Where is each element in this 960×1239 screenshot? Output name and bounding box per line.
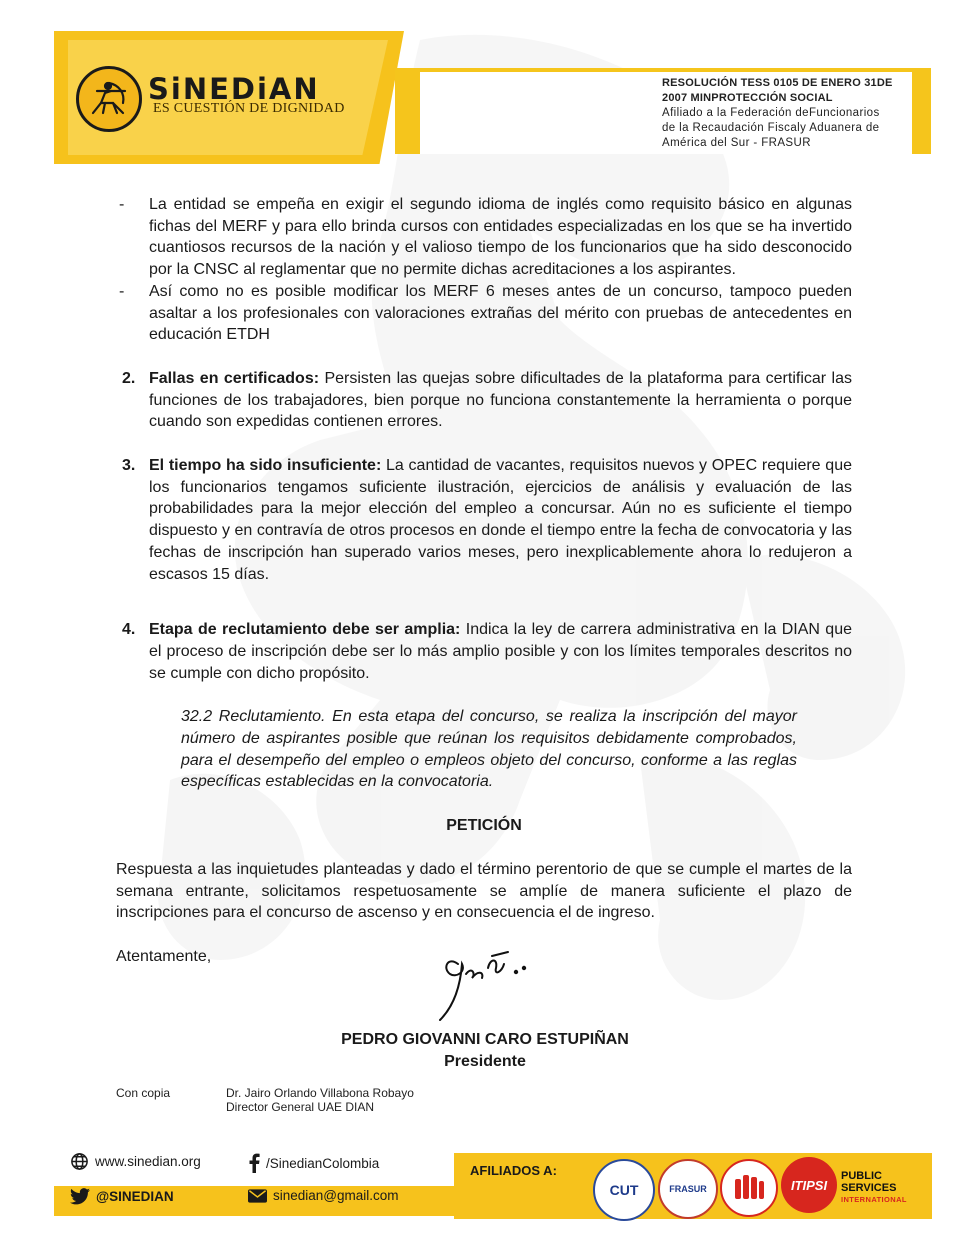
petition-title: PETICIÓN [446,817,522,835]
item-title: El tiempo ha sido insuficiente: [149,457,382,475]
raised-fists-icon [732,1173,766,1203]
copy-recipient [226,1086,414,1114]
affiliation-line-2: de la Recaudación Fiscaly Aduanera de [662,122,880,134]
website-text: www.sinedian.org [95,1154,201,1169]
item-text: La cantidad de vacantes, requisitos nuevos y OPEC requiere que los funcionarios tengamos suficiente ilustración, ejercicios de análisis y evaluación de las probabilidades para la mejor elección del empleo a concursar. Aún no es suficiente el tiempo dispuesto y en contravía de otros procesos en donde el tiempo entre la fecha de convocatoria y las fechas de inscripción han superado varios meses, pero inexplicablemente ahora lo redujeron a escasos 15 días. [149,457,853,583]
email-text: sinedian@gmail.com [273,1188,399,1203]
brand-slogan: ES CUESTIÓN DE DIGNIDAD [153,101,345,116]
item-text: Indica la ley de carrera administrativa en la DIAN que el proceso de inscripción debe ser lo más amplio posible y con los límites temporales descritos no se cumple con dicho propósito. [149,621,852,682]
numbered-item-4 [116,619,852,684]
footer-facebook[interactable] [248,1153,379,1173]
footer-email[interactable] [248,1188,399,1203]
item-text: Persisten las quejas sobre dificultades de la plataforma para certificar las funciones de los trabajadores, bien porque no funciona constantemente la herramienta o porque cuando son expedidas contienen errores. [149,369,852,431]
item-number: 3. [122,457,136,475]
psi-logo [781,1157,837,1213]
globe-icon [70,1152,89,1171]
frasur-logo-text: FRASUR [669,1184,707,1194]
sinedian-logo [76,66,142,132]
item-number: 2. [122,369,136,387]
law-quote: 32.2 Reclutamiento. En esta etapa del concurso, se realiza la inscripción del mayor número de aspirantes posible que reúnan los requisitos debidamente comprobados, para el desempeño del empleo o empleos objeto del concurso, conforme a las reglas específicas establecidas en la convocatoria. [181,708,797,791]
psi-line-2: SERVICES [841,1182,897,1194]
numbered-item-2 [116,368,852,433]
item-title: Fallas en certificados: [149,369,320,387]
affiliation-line-3: América del Sur - FRASUR [662,137,811,149]
numbered-item-3 [116,455,852,585]
signer-name: PEDRO GIOVANNI CARO ESTUPIÑAN [341,1031,629,1048]
psi-line-1: PUBLIC [841,1170,882,1182]
psi-logo-text: ITIPSI [790,1177,828,1193]
signature-block [290,1029,680,1073]
petition-text: Respuesta a las inquietudes planteadas y dado el término perentorio de que se cumple el martes de la semana entrante, solicitamos respetuosamente se amplíe de manera suficiente el plazo de inscripciones para el concurso de ascenso y en consecuencia el de ingreso. [116,860,852,922]
bullet-text: La entidad se empeña en exigir el segundo idioma de inglés como requisito básico en algunas fichas del MERF y para ello brinda cursos con entidades especializadas en los que se ha invertido cuantiosos recursos de la nación y el valioso tiempo de los funcionarios que ha sido desconocido por la CNSC al reglamentar que no permite dichas acreditaciones a los aspirantes. [149,196,852,279]
brand-name: SiNEDiAN [148,72,320,106]
resolution-line-1: RESOLUCIÓN TESS 0105 DE ENERO 31DE [662,77,893,89]
affiliates-label: AFILIADOS A: [470,1163,557,1178]
affiliation-line-1: Afiliado a la Federación deFuncionarios [662,107,880,119]
psi-line-3: INTERNATIONAL [841,1195,907,1204]
item-title: Etapa de reclutamiento debe ser amplia: [149,621,461,639]
copy-recipient-name: Dr. Jairo Orlando Villabona Robayo [226,1086,414,1100]
cut-logo [593,1159,655,1221]
footer-twitter[interactable] [70,1188,174,1205]
bullet-item [116,281,852,346]
facebook-icon [248,1153,260,1173]
psi-name [841,1170,907,1206]
bullet-marker: - [119,282,125,300]
item-number: 4. [122,621,136,639]
twitter-icon [70,1188,90,1205]
bullet-text: Así como no es posible modificar los MERF 6 meses antes de un concurso, tampoco pueden asaltar a los profesionales con valoraciones extrañas del mérito con pruebas de antecedentes en educación ETDH [149,282,852,344]
copy-recipient-role: Director General UAE DIAN [226,1100,375,1114]
bullet-item [116,194,852,281]
handwritten-signature [432,948,542,1028]
twitter-text: @SINEDIAN [96,1189,174,1204]
union-logo [720,1159,778,1217]
copy-label: Con copia [116,1086,171,1100]
archer-icon [79,69,139,129]
footer-website[interactable] [70,1152,201,1171]
header-legal-info [662,76,912,151]
cut-logo-text: CUT [609,1182,639,1198]
facebook-text: /SinedianColombia [266,1155,380,1171]
frasur-logo [658,1159,718,1219]
signer-role: Presidente [444,1053,526,1070]
letter-body [116,194,852,968]
closing: Atentamente, [116,947,212,965]
bullet-marker: - [119,196,125,213]
resolution-line-2: 2007 MINPROTECCIÓN SOCIAL [662,92,833,104]
envelope-icon [248,1189,267,1203]
